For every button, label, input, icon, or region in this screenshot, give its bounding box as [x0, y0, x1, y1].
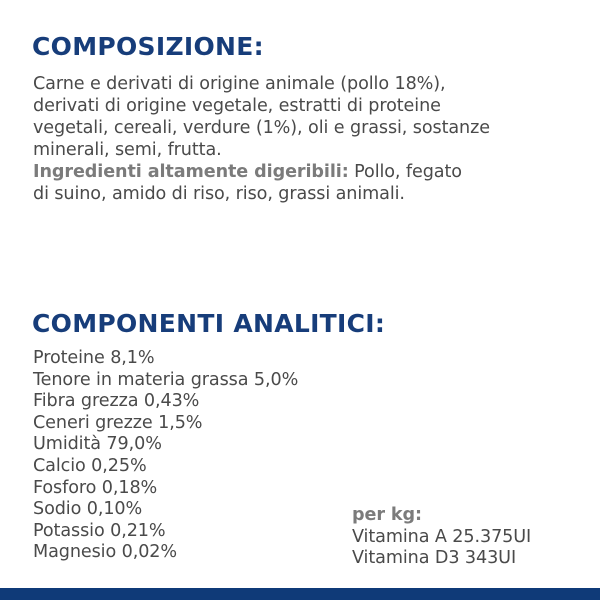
digestible-ingredients-line — [33, 161, 593, 183]
composition-text — [33, 73, 593, 205]
composition-line: Carne e derivati di origine animale (pollo 18%), — [33, 74, 446, 94]
composition-line: vegetali, cereali, verdure (1%), oli e grassi, sostanze — [33, 118, 490, 138]
digestible-ingredients-line-2: di suino, amido di riso, riso, grassi animali. — [33, 184, 405, 204]
vitamin-d3: Vitamina D3 343UI — [352, 548, 517, 569]
analytical-item-ash: Ceneri grezze 1,5% — [33, 412, 203, 433]
analytical-item-sodium: Sodio 0,10% — [33, 499, 143, 520]
composition-line: minerali, semi, frutta. — [33, 140, 222, 160]
analytical-item-phosphorus: Fosforo 0,18% — [33, 477, 158, 498]
analytical-components-heading: COMPONENTI ANALITICI: — [32, 309, 386, 338]
analytical-item-calcium: Calcio 0,25% — [33, 455, 147, 476]
per-kg-label: per kg: — [352, 505, 422, 525]
vitamin-a: Vitamina A 25.375UI — [352, 526, 532, 547]
analytical-item-potassium: Potassio 0,21% — [33, 520, 166, 541]
composition-heading: COMPOSIZIONE: — [32, 32, 264, 61]
analytical-item-fat: Tenore in materia grassa 5,0% — [33, 369, 299, 390]
digestible-ingredients-label: Ingredienti altamente digeribili: — [33, 162, 349, 182]
analytical-item-magnesium: Magnesio 0,02% — [33, 542, 178, 563]
analytical-item-fiber: Fibra grezza 0,43% — [33, 391, 200, 412]
analytical-components-list — [33, 348, 298, 564]
digestible-ingredients-text: Pollo, fegato — [348, 162, 462, 182]
bottom-brand-bar — [0, 588, 600, 600]
composition-line: derivati di origine vegetale, estratti di proteine — [33, 96, 441, 116]
per-kg-block — [352, 505, 531, 570]
analytical-item-moisture: Umidità 79,0% — [33, 434, 162, 455]
analytical-item-protein: Proteine 8,1% — [33, 348, 155, 368]
